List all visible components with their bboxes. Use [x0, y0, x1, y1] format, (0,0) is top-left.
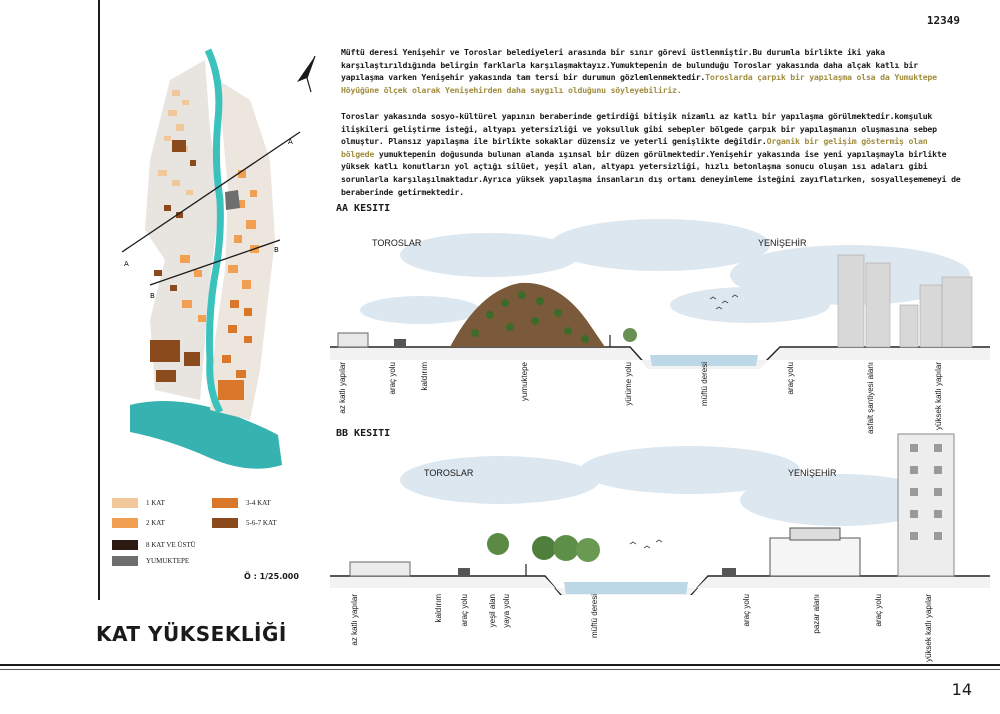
- paragraph-2-highlight: Organik bir gelişim göstermiş olan bölgede: [341, 136, 928, 159]
- paragraph-1-highlight: Toroslarda çarpık bir yapılaşma olsa da Yumuktepe Höyüğüne ölçek olarak Yenişehirden daha saygılı olduğunu söyleyebiliriz.: [341, 72, 937, 95]
- paragraph-1-text: Müftü deresi Yenişehir ve Toroslar belediyeleri arasında bir sınır görevi üstlenmiştir.Bu durumla birlikte iki yaka karşılaştırıldığında belirgin farklarla karşılaşmaktayız.Yumuktepenin de bulunduğu Toroslar yakasında daha alçak katlı bir yapılaşma varken Yenişehir yakasında tam tersi bir durumun gözlemlenmektedir.: [341, 47, 918, 83]
- legend: [112, 498, 302, 598]
- low-rise-building: [350, 562, 410, 576]
- aa-label: az katlı yapılar: [338, 362, 347, 414]
- legend-swatch: [212, 518, 238, 528]
- bb-label: kaldırım: [434, 594, 443, 623]
- frame-bottom-line: [0, 664, 1000, 666]
- tree: [487, 533, 509, 555]
- sheet-code: 12349: [926, 14, 960, 27]
- birds: [630, 540, 662, 548]
- section-aa-left-side: TOROSLAR: [372, 238, 422, 248]
- aa-label: araç yolu: [388, 362, 397, 395]
- aa-label: yürüme yolu: [624, 362, 633, 406]
- page-number: 14: [951, 680, 972, 699]
- legend-item: [212, 518, 277, 528]
- bb-label: araç yolu: [460, 594, 469, 627]
- section-b-start-label: B: [150, 292, 155, 300]
- section-a-end-label: A: [288, 138, 293, 146]
- frame-vertical-line: [98, 0, 100, 600]
- tree: [553, 535, 579, 561]
- sky-clouds: [400, 446, 940, 526]
- legend-swatch: [112, 540, 138, 550]
- low-rise-building: [338, 333, 368, 347]
- paragraph-2-rest: yumuktepenin doğusunda bulunan alanda ışınsal bir düzen görülmektedir.Yenişehir yakasında ise yeni yapılaşmayla birlikte yüksek katlı konutların yol açtığı silüet, yeşil alan, altyapı yetersizliği, hızlı betonlaşma sonucu oluşan ısı adaları gibi sorunlarla karşılaşılmaktadır.Ayrıca yüksek yapılaşma insanların dış ortamı deneyimleme isteğini zayıflatırken, sosyalleşememeyi de beraberinde getirmektedir.: [341, 148, 961, 197]
- bb-label: yüksek katlı yapılar: [924, 594, 933, 663]
- section-bb-title: BB KESITI: [336, 428, 391, 439]
- section-bb-left-side: TOROSLAR: [424, 468, 474, 478]
- car: [458, 568, 470, 576]
- north-arrow-icon: [285, 52, 321, 96]
- section-aa-title: AA KESITI: [336, 203, 391, 214]
- legend-swatch: [212, 498, 238, 508]
- section-bb-drawing: [330, 430, 990, 595]
- aa-label: müftü deresi: [700, 362, 709, 407]
- map-scale: Ö : 1/25.000: [244, 572, 299, 581]
- bb-label: müftü deresi: [590, 594, 599, 639]
- bb-label: yaya yolu: [502, 594, 511, 628]
- legend-item: [112, 498, 165, 508]
- legend-swatch: [112, 518, 138, 528]
- legend-item: [112, 540, 196, 550]
- legend-swatch: [112, 498, 138, 508]
- river-water: [564, 582, 688, 594]
- frame-bottom-thin-line: [0, 669, 1000, 670]
- yumuktepe-area: [225, 190, 240, 210]
- bb-label: az katlı yapılar: [350, 594, 359, 646]
- car: [394, 339, 406, 347]
- market-structure: [770, 538, 860, 576]
- legend-item: [212, 498, 271, 508]
- legend-item: [112, 518, 165, 528]
- legend-label: 1 KAT: [146, 499, 165, 507]
- site-map: [110, 40, 320, 480]
- main-title: KAT YÜKSEKLİĞİ: [96, 622, 287, 646]
- legend-label: 5-6-7 KAT: [246, 519, 277, 527]
- tree: [576, 538, 600, 562]
- bb-label: pazar alanı: [812, 594, 821, 634]
- aa-label: araç yolu: [786, 362, 795, 395]
- bb-label: yeşil alan: [488, 594, 497, 628]
- car: [722, 568, 736, 576]
- legend-label: 8 KAT VE ÜSTÜ: [146, 541, 196, 549]
- sea-area: [130, 401, 282, 469]
- section-aa-right-side: YENİŞEHİR: [758, 238, 807, 248]
- aa-label: asfalt şantiyesi alanı: [866, 362, 875, 435]
- section-a-start-label: A: [124, 260, 129, 268]
- section-bb-right-side: YENİŞEHİR: [788, 468, 837, 478]
- bb-label: araç yolu: [742, 594, 751, 627]
- legend-label: YUMUKTEPE: [146, 557, 190, 565]
- bb-label: araç yolu: [874, 594, 883, 627]
- high-rise-building: [898, 434, 954, 576]
- aa-label: kaldırım: [420, 362, 429, 391]
- paragraph-2-text: Toroslar yakasında sosyo-kültürel yapının beraberinde getirdiği bitişik nizamlı az katlı bir yapılaşma görülmektedir.komşuluk ilişkileri geliştirme isteği, altyapı yetersizliği ve yoksulluk gibi sebepler bölgede çarpık bir yapılaşmanın oluşmasına sebep olmuştur. Plansız yapılaşma ile birlikte sokaklar düzensiz ve yeterli genişlikte değildir.: [341, 111, 937, 147]
- legend-label: 2 KAT: [146, 519, 165, 527]
- aa-label: yumuktepe: [520, 362, 529, 402]
- aa-label: yüksek katlı yapılar: [934, 362, 943, 431]
- tree: [532, 536, 556, 560]
- legend-swatch: [112, 556, 138, 566]
- legend-item: [112, 556, 189, 566]
- legend-label: 3-4 KAT: [246, 499, 271, 507]
- section-b-end-label: B: [274, 246, 279, 254]
- paragraph-1: [341, 46, 961, 96]
- tree: [623, 328, 637, 342]
- section-aa-drawing: [330, 215, 990, 380]
- paragraph-2: [341, 110, 961, 198]
- market-roof: [790, 528, 840, 540]
